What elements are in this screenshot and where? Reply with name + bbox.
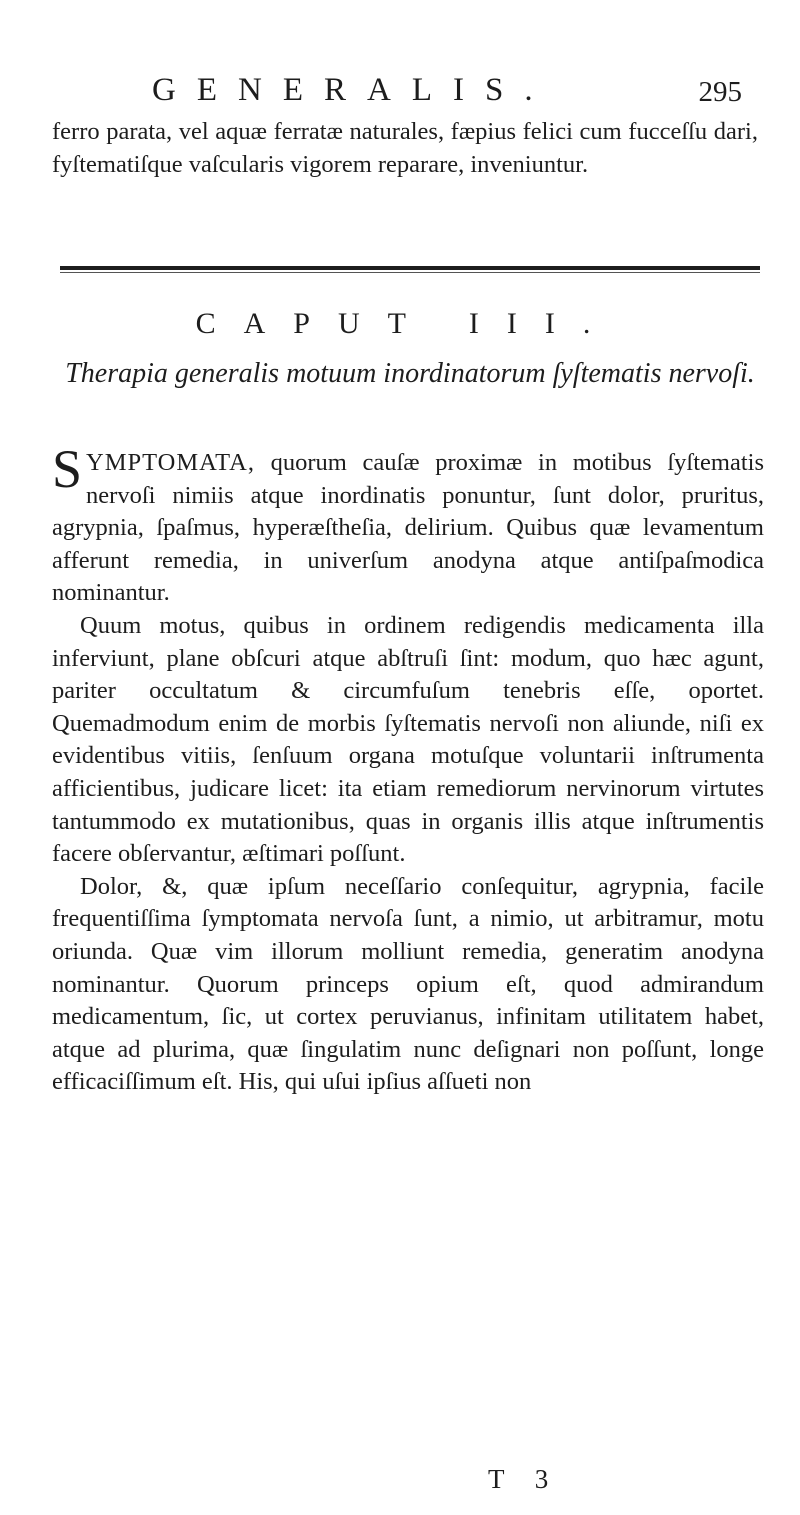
running-title: GENERALIS. [152,72,554,108]
page-number: 295 [698,76,742,108]
chapter-body [52,439,764,1099]
paragraph-motion: Quum motus, quibus in ordinem redigendis medicamenta illa inferviunt, plane obſcuri atque abſtruſi ſint: modum, quo hæc agunt, pariter occultatum & circumfuſum tenebris eſſe, oportet. Quemadmodum enim de morbis ſyſtematis nervoſi non aliunde, niſi ex evidentibus vitiis, ſenſuum organa motuſque voluntarii inſtrumenta afficientibus, judicare licet: ita etiam remediorum nervinorum virtutes tantummodo ex mutationibus, quas in organis illis atque inſtrumentis facere obſervantur, æſtimari poſſunt. [52,611,764,868]
chapter-title: CAPUT III. [195,307,619,340]
chapter-divider-rule [60,266,760,273]
paragraph-symptoms-text: quorum cauſæ proximæ in motibus ſyſtematis nervoſi nimiis atque inordinatis ponuntur, ſunt dolor, pruritus, agrypnia, ſpaſmus, hyperæſtheſia, delirium. Quibus quæ levamentum afferunt remedia, in univerſum anodyna atque antiſpaſmodica nominantur. [52,449,764,607]
signature-mark: T 3 [488,1464,561,1494]
paragraph-pain: Dolor, &, quæ ipſum neceſſario conſequitur, agrypnia, facile frequentiſſima ſymptomata nervoſa ſunt, a nimio, ut arbitramur, motu oriunda. Quæ vim illorum molliunt remedia, generatim anodyna nominantur. Quorum princeps opium eſt, quod admirandum medicamentum, ſic, ut cortex peruvianus, infinitam utilitatem habet, atque ad plurima, quæ ſingulatim nunc deſignari non poſſunt, longe efficaciſſimum eſt. His, qui uſui ipſius aſſueti non [52,872,764,1096]
paragraph-symptoms [52,439,764,610]
opening-word: YMPTOMATA, [86,449,255,476]
intro-paragraph-block [52,116,758,181]
chapter-subtitle: Therapia generalis motuum inordinatorum ſyſtematis nervoſi. [65,358,755,389]
intro-paragraph: ferro parata, vel aquæ ferratæ naturales, fæpius felici cum fucceſſu dari, fyſtematiſque vaſcularis vigorem reparare, inveniuntur. [52,118,758,178]
drop-cap: S [52,439,83,499]
running-head [152,68,742,112]
